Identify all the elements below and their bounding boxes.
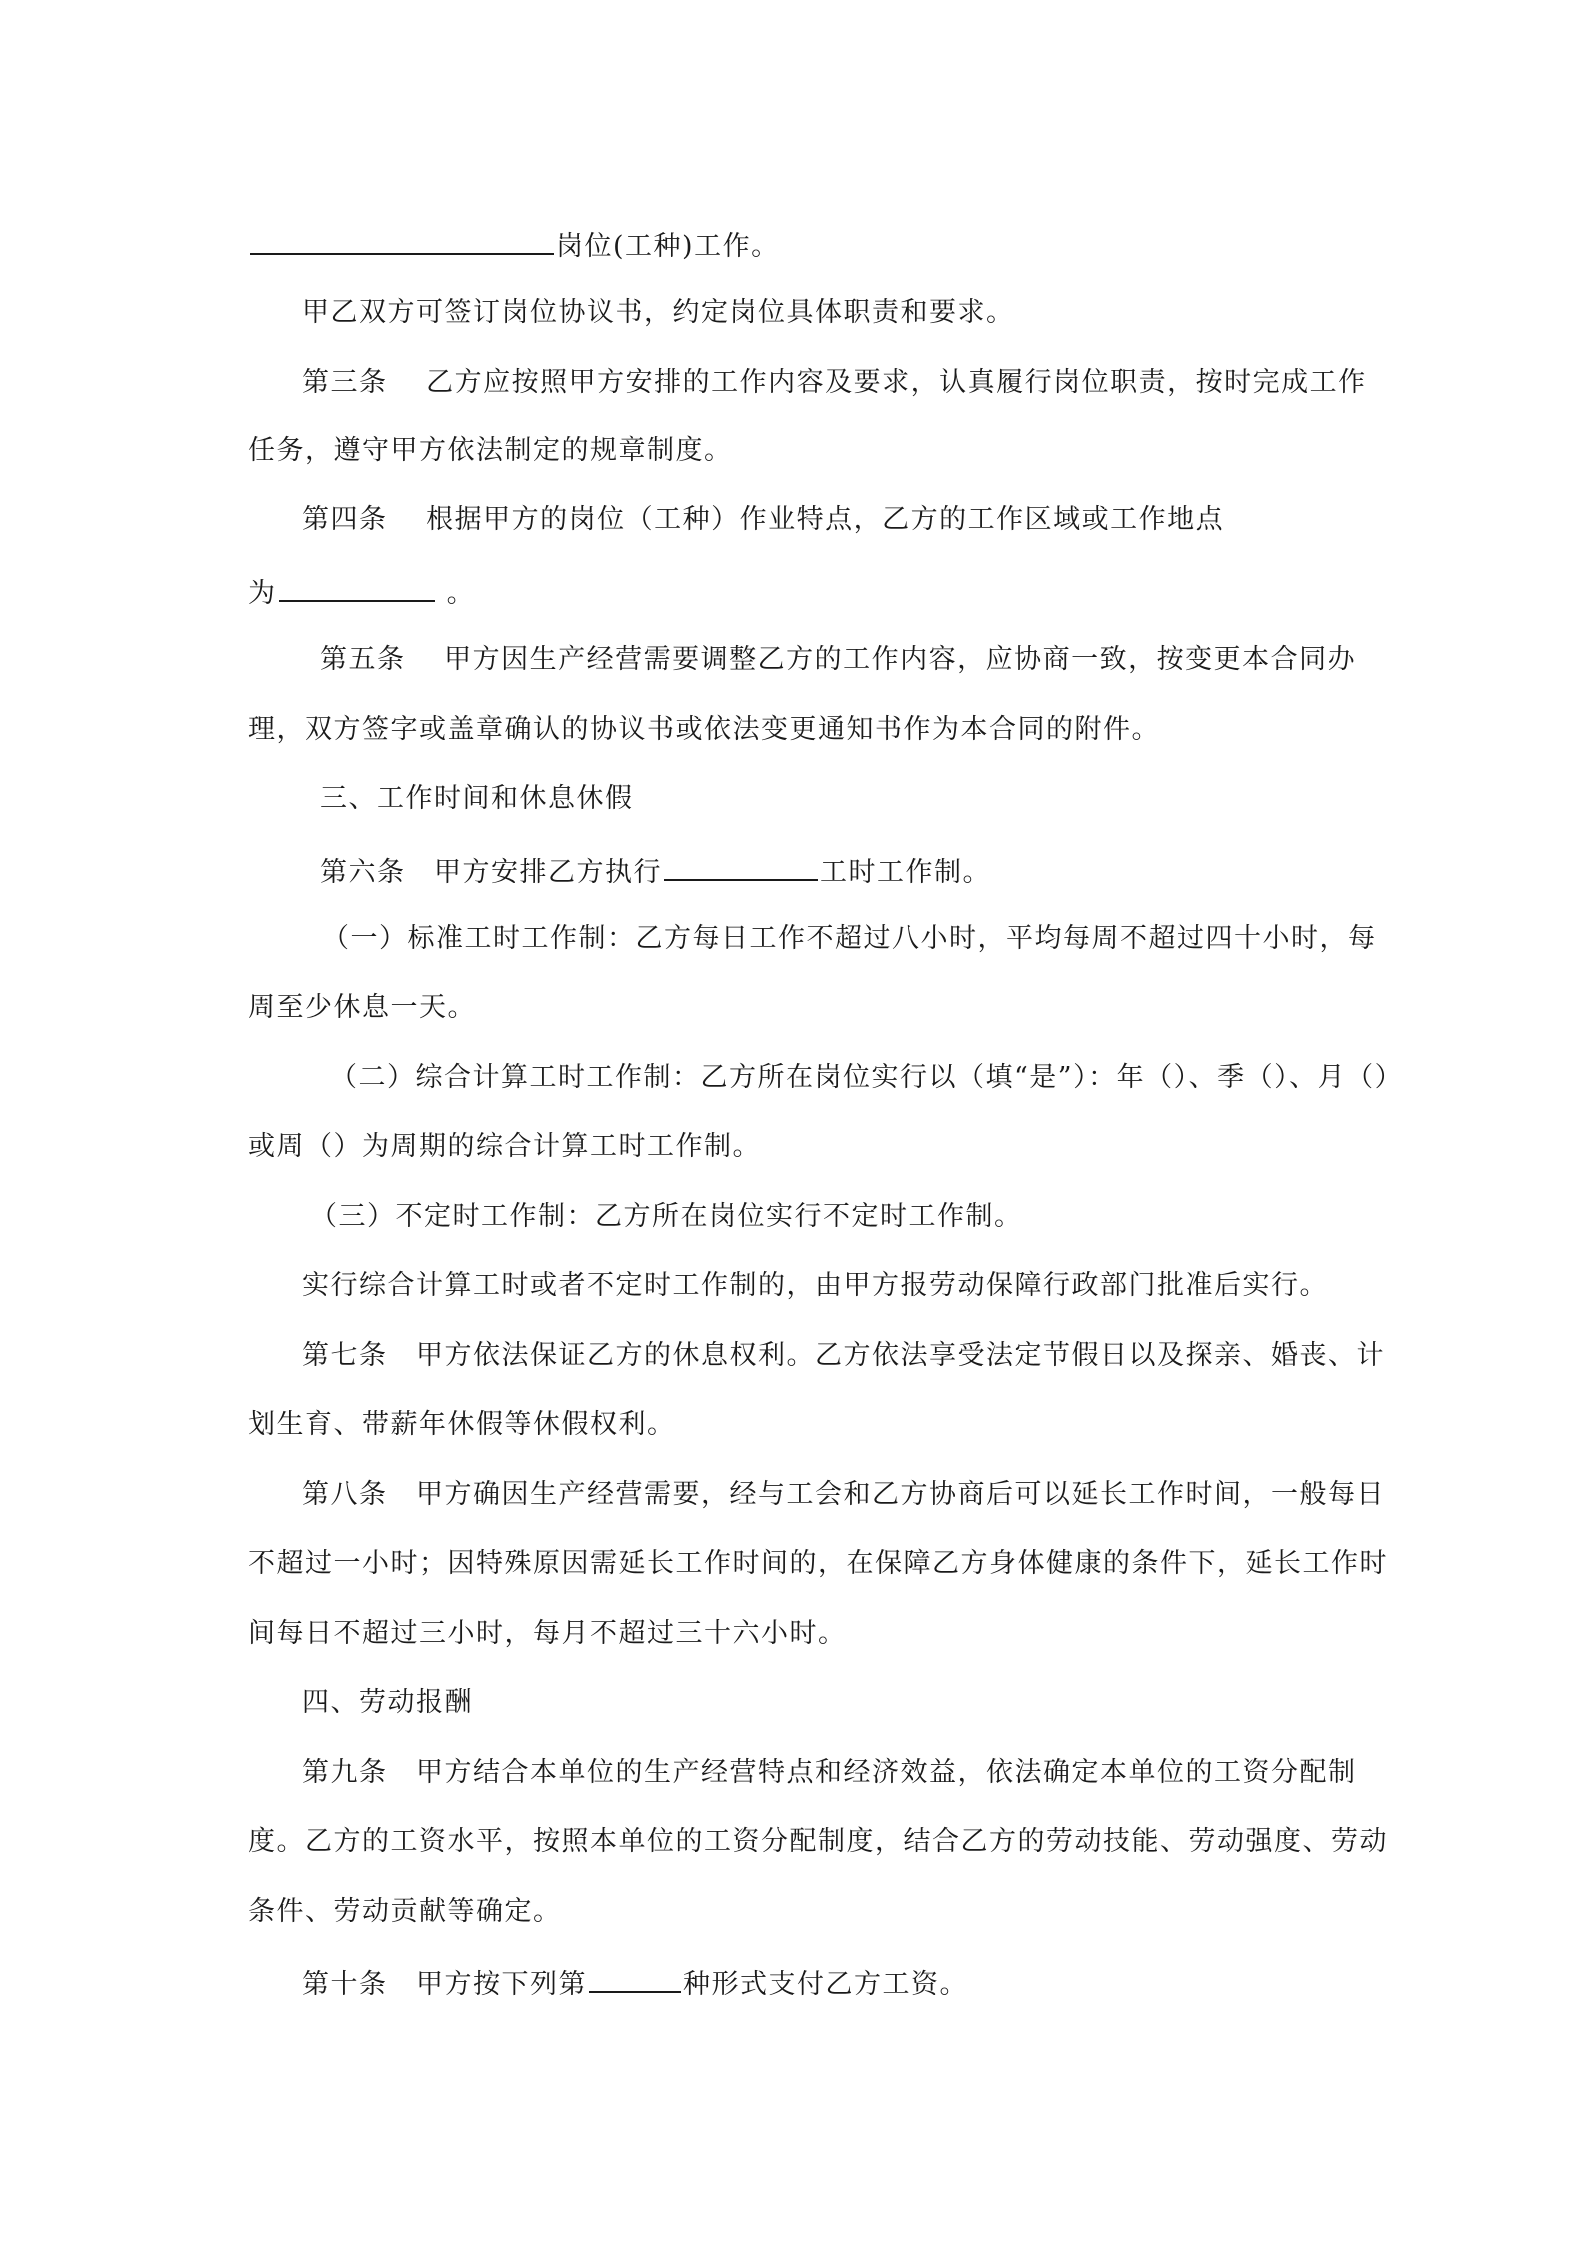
- article-5-line-2: 理，双方签字或盖章确认的协议书或依法变更通知书作为本合同的附件。: [248, 714, 1160, 745]
- blank-payment-form-field[interactable]: [589, 1963, 681, 1993]
- item-2-line-1: （二）综合计算工时工作制：乙方所在岗位实行以（填“是”）：年（）、季（）、月（）: [330, 1062, 1404, 1093]
- section-heading-3: 三、工作时间和休息休假: [320, 783, 634, 814]
- article-9-line-2: 度。乙方的工资水平，按照本单位的工资分配制度，结合乙方的劳动技能、劳动强度、劳动: [248, 1826, 1388, 1857]
- article-8-line-1: 第八条 甲方确因生产经营需要，经与工会和乙方协商后可以延长工作时间，一般每日: [302, 1479, 1385, 1510]
- article-7-line-1: 第七条 甲方依法保证乙方的休息权利。乙方依法享受法定节假日以及探亲、婚丧、计: [302, 1340, 1385, 1371]
- line-text: 。: [436, 578, 476, 609]
- line-text: 第六条 甲方安排乙方执行: [320, 857, 662, 888]
- article-9-line-3: 条件、劳动贡献等确定。: [248, 1896, 562, 1927]
- line-text: 工时工作制。: [820, 857, 991, 888]
- article-4-line-2: [248, 572, 475, 612]
- article-3-line-2: 任务，遵守甲方依法制定的规章制度。: [248, 435, 733, 466]
- item-3-line: （三）不定时工作制：乙方所在岗位实行不定时工作制。: [310, 1201, 1023, 1232]
- article-3-line-1: 第三条 乙方应按照甲方安排的工作内容及要求，认真履行岗位职责，按时完成工作: [302, 367, 1367, 398]
- item-1-line-2: 周至少休息一天。: [248, 992, 476, 1023]
- article-8-line-2: 不超过一小时；因特殊原因需延长工作时间的，在保障乙方身体健康的条件下，延长工作时: [248, 1548, 1388, 1579]
- article-9-line-1: 第九条 甲方结合本单位的生产经营特点和经济效益，依法确定本单位的工资分配制: [302, 1757, 1357, 1788]
- article-6-line: [320, 851, 991, 891]
- paragraph-line: 实行综合计算工时或者不定时工作制的，由甲方报劳动保障行政部门批准后实行。: [302, 1270, 1328, 1301]
- line-text: 岗位(工种)工作。: [556, 231, 780, 262]
- item-2-line-2: 或周（）为周期的综合计算工时工作制。: [248, 1131, 761, 1162]
- article-8-line-3: 间每日不超过三小时，每月不超过三十六小时。: [248, 1618, 847, 1649]
- blank-position-field[interactable]: [250, 225, 554, 255]
- blank-work-hours-field[interactable]: [664, 851, 818, 881]
- line-position-type: [248, 225, 780, 265]
- item-1-line-1: （一）标准工时工作制：乙方每日工作不超过八小时，平均每周不超过四十小时，每: [322, 923, 1377, 954]
- article-7-line-2: 划生育、带薪年休假等休假权利。: [248, 1409, 676, 1440]
- line-text: 种形式支付乙方工资。: [683, 1969, 968, 2000]
- blank-work-location-field[interactable]: [279, 572, 435, 602]
- article-5-line-1: 第五条 甲方因生产经营需要调整乙方的工作内容，应协商一致，按变更本合同办: [320, 644, 1357, 675]
- section-heading-4: 四、劳动报酬: [302, 1687, 473, 1718]
- article-4-line-1: 第四条 根据甲方的岗位（工种）作业特点，乙方的工作区域或工作地点: [302, 504, 1225, 535]
- article-10-line: [302, 1963, 968, 2003]
- line-text: 第十条 甲方按下列第: [302, 1969, 587, 2000]
- line-text: 为: [248, 578, 277, 609]
- paragraph-line: 甲乙双方可签订岗位协议书，约定岗位具体职责和要求。: [302, 297, 1015, 328]
